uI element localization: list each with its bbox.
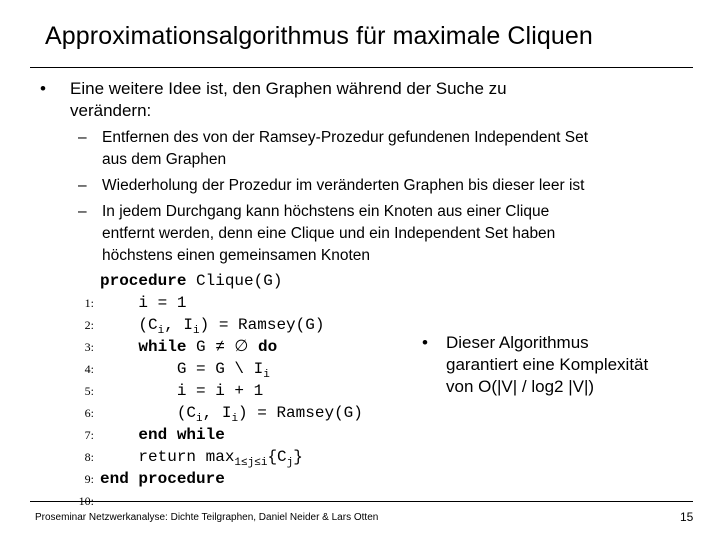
line-number: 8: xyxy=(84,450,94,464)
bullet-dot-icon: • xyxy=(40,79,46,98)
code-text: ) = Ramsey(G) xyxy=(238,404,363,422)
code-keyword: procedure xyxy=(100,272,187,290)
sub-item-3-line1: In jedem Durchgang kann höchstens ein Knoten aus einer Clique xyxy=(102,203,550,220)
code-keyword: while xyxy=(100,338,187,356)
code-subscript: i xyxy=(157,325,165,337)
line-number: 1: xyxy=(84,296,94,310)
complexity-line-3: von O(|V| / log2 |V|) xyxy=(446,377,595,396)
page-number: 15 xyxy=(680,510,694,524)
title-divider xyxy=(30,67,693,68)
sub-item-1-line2: aus dem Graphen xyxy=(102,151,227,168)
dash-icon: – xyxy=(78,203,87,220)
code-subscript: i xyxy=(263,369,270,381)
code-text: G ≠ ∅ xyxy=(186,338,258,356)
code-text: (C xyxy=(100,316,158,334)
line-number: 5: xyxy=(84,384,94,398)
complexity-line-1: Dieser Algorithmus xyxy=(446,333,589,352)
code-text: i = 1 xyxy=(100,294,187,312)
code-text: Clique(G) xyxy=(186,272,283,290)
code-text: return max xyxy=(100,448,235,466)
line-number: 9: xyxy=(84,472,94,486)
line-number: 3: xyxy=(84,340,94,354)
code-subscript: j xyxy=(286,457,294,469)
code-text: G = G \ I xyxy=(100,360,264,378)
sub-item-1-line1: Entfernen des von der Ramsey-Prozedur gefundenen Independent Set xyxy=(102,129,588,146)
line-number: 7: xyxy=(84,428,94,442)
sub-item-2-line1: Wiederholung der Prozedur im veränderten Graphen bis dieser leer ist xyxy=(102,177,585,194)
main-bullet-line1: Eine weitere Idee ist, den Graphen während der Suche zu xyxy=(70,79,507,98)
main-bullet-line2: verändern: xyxy=(70,101,152,120)
code-keyword: end while xyxy=(100,426,225,444)
sub-item-3-line2: entfernt werden, denn eine Clique und ein Independent Set haben xyxy=(102,225,556,242)
code-text: , I xyxy=(164,316,194,334)
line-number: 6: xyxy=(84,406,94,420)
code-line-6 xyxy=(72,380,264,420)
line-number: 2: xyxy=(84,318,94,332)
code-subscript: 1≤j≤i xyxy=(234,457,268,469)
footer-divider xyxy=(30,501,693,502)
dash-icon: – xyxy=(78,177,87,194)
bullet-dot-icon: • xyxy=(422,333,428,352)
code-keyword: end procedure xyxy=(100,470,225,488)
code-text: (C xyxy=(100,404,197,422)
code-text: ) = Ramsey(G) xyxy=(199,316,325,334)
code-subscript: i xyxy=(196,413,203,425)
line-number: 4: xyxy=(84,362,94,376)
footer-text: Proseminar Netzwerkanalyse: Dichte Teilgraphen, Daniel Neider & Lars Otten xyxy=(35,512,379,523)
code-text: i = i + 1 xyxy=(100,382,264,400)
slide-title: Approximationsalgorithmus für maximale Cliquen xyxy=(45,22,593,50)
code-text: } xyxy=(293,448,303,466)
code-line-10 xyxy=(72,468,225,508)
sub-item-3-line3: höchstens einen gemeinsamen Knoten xyxy=(102,247,370,264)
code-subscript: i xyxy=(231,413,239,425)
code-text: {C xyxy=(267,448,287,466)
code-keyword: do xyxy=(257,338,278,356)
code-line-2 xyxy=(72,292,187,332)
code-subscript: i xyxy=(193,325,200,337)
line-number: 10: xyxy=(78,494,94,508)
code-text: , I xyxy=(202,404,232,422)
dash-icon: – xyxy=(78,129,87,146)
complexity-line-2: garantiert eine Komplexität xyxy=(446,355,649,374)
